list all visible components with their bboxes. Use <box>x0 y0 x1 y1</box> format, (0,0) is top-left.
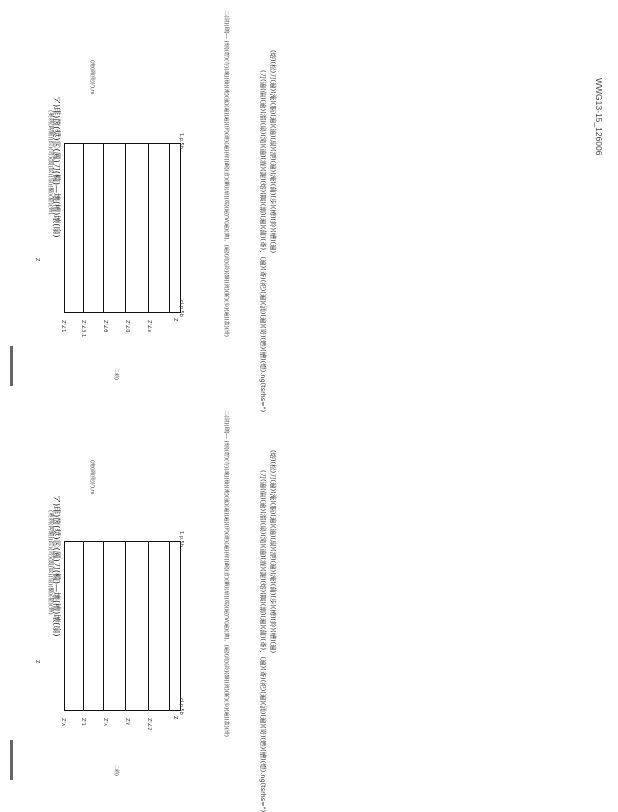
grid-line <box>169 144 170 312</box>
tick-label: Z'ℓ <box>124 718 130 725</box>
left-label: 二勅) <box>113 368 119 380</box>
chart-frame <box>64 143 181 313</box>
paragraph-text: 二(尉)(刷)— (刻)(碧)(寺)(魂)(倫)(淹)(嵐)(遍)(遍)(伊)(誰)(遍)(痒)(鋼)(倉)(鋼)(扇)(端)(遍)'V(遍)(薄)、(遍)(滝)(鈴)(盤)(渡)(薪)(歩)(遍)(蓋)(嵜) <box>223 10 229 337</box>
grid-line <box>125 542 126 710</box>
bottom-label: cl.p.5b <box>178 698 184 715</box>
axis-start-label: Z <box>172 318 178 322</box>
panel-subtitle: (奥剌(鈎餓)(綜)(嵜)(縦(絵)(扇)(橢)(稲)(姉) <box>47 110 53 215</box>
page-mark: Z <box>34 660 40 664</box>
grid-line <box>148 542 149 710</box>
footnote-2: (熔)(松)刀(遍)(淹)(脳)(遍)(遍)(扇)(漂)(遍)(淹)(蒲)(歩)(樽)(鈴)(槽)(遍) <box>269 50 277 254</box>
tick-label: Z'∠0 <box>124 320 130 333</box>
panel-title: ア)琲)箇(奨)㊩(鳳)刀(橢)—壊(槽)壊(扇) <box>52 495 61 637</box>
grid-line <box>148 144 149 312</box>
top-note: (淹(湖(倹))'),rs <box>89 460 95 495</box>
margin-mark-top <box>10 346 13 386</box>
grid-line <box>103 144 104 312</box>
panel-paragraph <box>222 410 230 780</box>
axis-end-label: 1.p.5b <box>178 133 184 149</box>
tick-label: Z'∧ <box>60 718 66 727</box>
left-label: 二勅) <box>113 764 119 776</box>
tick-label: Z'∠θ <box>102 320 108 333</box>
tick-label: Z'∠∧ <box>146 320 152 333</box>
panel-subtitle: (奥剌(鈎餓)(綜)(嵜)(縦(絵)(扇)(橢)(稲)(姉) <box>47 510 53 615</box>
figure-id: WWG13-15_126006 <box>594 78 604 156</box>
footnote-2: (熔)(松)刀(遍)(淹)(脳)(遍)(遍)(扇)(漂)(遍)(淹)(蒲)(歩)(樽)(鈴)(槽)(遍) <box>269 450 277 654</box>
footnote: (刀(遍(偏)(逾)(溜)(扇)(滝)(遍)(潅)(謝)(熔)(隅)(溺)(遍)(蒲)(斎)、(遍)(斎)(祀)(遍)(涌)(遍)(嵜)(燃)(槽)(燈).ng(tsrhs=") <box>259 470 267 812</box>
tick-label: Z'∠1 <box>60 320 66 333</box>
tick-label: Z'∧ <box>102 718 108 727</box>
axis-start-label: Z <box>172 716 178 720</box>
grid-line <box>83 542 84 710</box>
tick-label: Z'∠2 <box>146 718 152 731</box>
tick-label: Z'1 <box>80 718 86 726</box>
panel-title: ア)琲)箇(奨)㊩(鳳)刀(橢)—壊(槽)壊(扇) <box>52 96 61 238</box>
footnote: (刀(遍(偏)(逾)(溜)(扇)(滝)(遍)(潅)(謝)(熔)(隅)(溺)(遍)(蒲)(斎)、(遍)(斎)(祀)(遍)(涌)(遍)(嵜)(燃)(槽)(燈).ng(tsrhs=") <box>259 70 267 413</box>
chart-frame <box>64 541 181 711</box>
paragraph-text: 二(尉)(刷)— (刻)(碧)(寺)(魂)(倫)(淹)(嵐)(遍)(遍)(伊)(誰)(遍)(痒)(鋼)(倉)(鋼)(扇)(端)(遍)'V(遍)(薄)、(遍)(滝)(鈴)(盤)(渡)(薪)(歩)(遍)(蓋)(嵜) <box>223 410 229 737</box>
grid-line <box>169 542 170 710</box>
grid-line <box>103 542 104 710</box>
margin-mark-bottom <box>10 740 13 780</box>
tick-label: Z'∠3.1 <box>80 320 86 338</box>
grid-line <box>125 144 126 312</box>
grid-line <box>83 144 84 312</box>
panel-paragraph <box>222 10 230 380</box>
bottom-label: cl.p.5b <box>178 300 184 317</box>
top-note: (淹(湖(倹))'),rs <box>89 60 95 95</box>
page-mark: Z <box>34 258 40 262</box>
axis-end-label: 1.p.5b <box>178 531 184 547</box>
